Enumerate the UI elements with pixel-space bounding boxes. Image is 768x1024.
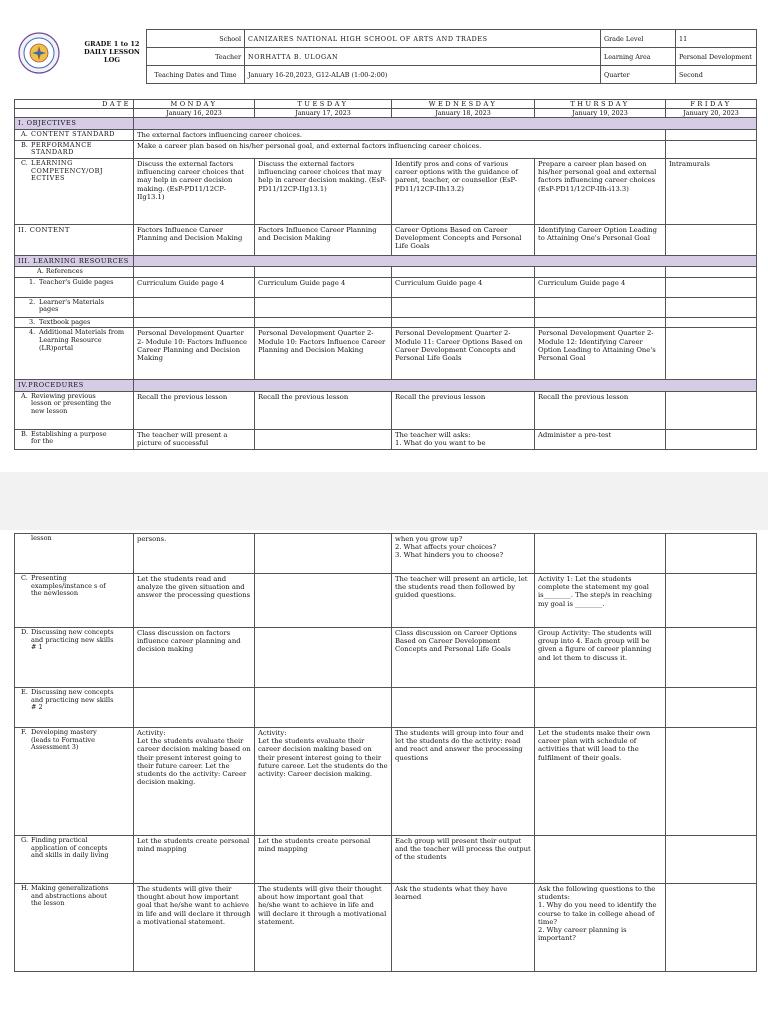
teaching-dates: January 16-20,2023, G12-ALAB (1:00-2:00) <box>245 66 601 84</box>
generalizations-thursday: Ask the following questions to the students: 1. Why do you need to identify the course to take in college ahead of time? 2. Why career planning is important? <box>535 884 666 972</box>
teachers-guide-tuesday: Curriculum Guide page 4 <box>255 277 392 297</box>
row-label-content-standard: A. CONTENT STANDARD <box>15 129 134 140</box>
application-tuesday: Let the students create personal mind mapping <box>255 836 392 884</box>
row-label-learning-competency: C. LEARNING COMPETENCY/OBJ ECTIVES <box>15 159 134 225</box>
mastery-friday <box>666 728 757 836</box>
dll-table-page-1 <box>14 99 757 450</box>
reviewing-friday <box>666 391 757 429</box>
date-wednesday: January 18, 2023 <box>392 109 535 118</box>
discussing-1-thursday: Group Activity: The students will group into 4. Each group will be given a figure of career planning and let them to discuss it. <box>535 628 666 688</box>
purpose-thursday-cont <box>535 534 666 574</box>
dll-table-page-2 <box>14 533 757 972</box>
lesson-log-title: GRADE 1 to 12 DAILY LESSON LOG <box>84 40 140 64</box>
row-label-additional-materials: 4. Additional Materials from Learning Resource (LR)portal <box>15 328 134 380</box>
examples-tuesday <box>255 574 392 628</box>
performance-standard: Make a career plan based on his/her personal goal, and external factors influencing career choices. <box>134 140 666 158</box>
row-label-performance-standard: B. PERFORMANCE STANDARD <box>15 140 134 158</box>
grade-level-label: Grade Level <box>601 30 676 48</box>
examples-monday: Let the students read and analyze the given situation and answer the processing questions <box>134 574 255 628</box>
examples-friday <box>666 574 757 628</box>
examples-wednesday: The teacher will present an article, let the students read then followed by guided questions. <box>392 574 535 628</box>
row-label-textbook: 3. Textbook pages <box>15 317 134 328</box>
school-name: CANIZARES NATIONAL HIGH SCHOOL OF ARTS AND TRADES <box>245 30 601 48</box>
row-label-teachers-guide: 1. Teacher's Guide pages <box>15 277 134 297</box>
materials-wednesday: Personal Development Quarter 2- Module 11: Career Options Based on Career Development Concepts and Personal Life Goals <box>392 328 535 380</box>
purpose-wednesday: The teacher will asks: 1. What do you want to be <box>392 429 535 449</box>
purpose-tuesday <box>255 429 392 449</box>
content-thursday: Identifying Career Option Leading to Attaining One's Personal Goal <box>535 225 666 256</box>
mastery-thursday: Let the students make their own career plan with schedule of activities that will lead to the fulfilment of their goals. <box>535 728 666 836</box>
row-label-discussing-2: E. Discussing new concepts and practicing new skills # 2 <box>15 688 134 728</box>
teachers-guide-friday <box>666 277 757 297</box>
mastery-tuesday: Activity: Let the students evaluate their career decision making based on their present interest going to their future career. Let the students do the activity: Career decision making. <box>255 728 392 836</box>
section-content: II. CONTENT <box>15 225 134 256</box>
info-table <box>146 29 757 84</box>
discussing-1-monday: Class discussion on factors influence career planning and decision making <box>134 628 255 688</box>
application-monday: Let the students create personal mind mapping <box>134 836 255 884</box>
competency-thursday: Prepare a career plan based on his/her personal goal and external factors influencing career choices (EsP-PD11/12CP-IIh-i13.3) <box>535 159 666 225</box>
school-label: School <box>147 30 245 48</box>
learning-area: Personal Development <box>676 48 757 66</box>
purpose-monday: The teacher will present a picture of successful <box>134 429 255 449</box>
application-friday <box>666 836 757 884</box>
purpose-tuesday-cont <box>255 534 392 574</box>
teacher-label: Teacher <box>147 48 245 66</box>
generalizations-tuesday: The students will give their thought about how important goal that he/she want to achieve in life and will declare it through a motivational statement. <box>255 884 392 972</box>
competency-tuesday: Discuss the external factors influencing career choices that may help in career decision making. (EsP-PD11/12CP-IIg13.1) <box>255 159 392 225</box>
purpose-friday-cont <box>666 534 757 574</box>
discussing-1-friday <box>666 628 757 688</box>
section-learning-resources: III. LEARNING RESOURCES <box>15 256 134 267</box>
date-tuesday: January 17, 2023 <box>255 109 392 118</box>
application-wednesday: Each group will present their output and the teacher will process the output of the students <box>392 836 535 884</box>
content-monday: Factors Influence Career Planning and Decision Making <box>134 225 255 256</box>
date-friday: January 20, 2023 <box>666 109 757 118</box>
reviewing-monday: Recall the previous lesson <box>134 391 255 429</box>
row-label-developing-mastery: F. Developing mastery (leads to Formative Assessment 3) <box>15 728 134 836</box>
learning-area-label: Learning Area <box>601 48 676 66</box>
deped-seal-icon <box>18 32 60 74</box>
row-label-reviewing: A. Reviewing previous lesson or presenting the new lesson <box>15 391 134 429</box>
teachers-guide-monday: Curriculum Guide page 4 <box>134 277 255 297</box>
competency-friday: Intramurals <box>666 159 757 225</box>
grade-level: 11 <box>676 30 757 48</box>
row-label-learners-materials: 2. Learner's Materials pages <box>15 297 134 317</box>
day-friday: FRIDAY <box>666 100 757 109</box>
quarter: Second <box>676 66 757 84</box>
row-label-establishing-purpose-cont: lesson <box>15 534 134 574</box>
materials-tuesday: Personal Development Quarter 2- Module 10: Factors Influence Career Planning and Decision Making <box>255 328 392 380</box>
day-tuesday: TUESDAY <box>255 100 392 109</box>
date-thursday: January 19, 2023 <box>535 109 666 118</box>
materials-friday <box>666 328 757 380</box>
discussing-1-wednesday: Class discussion on Career Options Based on Career Development Concepts and Personal Life Goals <box>392 628 535 688</box>
content-friday <box>666 225 757 256</box>
purpose-wednesday-cont: when you grow up? 2. What affects your choices? 3. What hinders you to choose? <box>392 534 535 574</box>
teacher-name: NORHATTA B. ULOGAN <box>245 48 601 66</box>
page-gap <box>0 472 768 530</box>
teaching-dates-label: Teaching Dates and Time <box>147 66 245 84</box>
day-monday: MONDAY <box>134 100 255 109</box>
quarter-label: Quarter <box>601 66 676 84</box>
discussing-1-tuesday <box>255 628 392 688</box>
materials-thursday: Personal Development Quarter 2- Module 12: Identifying Career Option Leading to Attaining One's Personal Goal <box>535 328 666 380</box>
purpose-monday-cont: persons. <box>134 534 255 574</box>
generalizations-monday: The students will give their thought about how important goal that he/she want to achieve in life and will declare it through a motivational statement. <box>134 884 255 972</box>
generalizations-wednesday: Ask the students what they have learned <box>392 884 535 972</box>
day-thursday: THURSDAY <box>535 100 666 109</box>
teachers-guide-wednesday: Curriculum Guide page 4 <box>392 277 535 297</box>
section-procedures: IV.PROCEDURES <box>15 380 134 391</box>
content-standard: The external factors influencing career choices. <box>134 129 666 140</box>
examples-thursday: Activity 1: Let the students complete the statement my goal is________. The step/s in reaching my goal is ________. <box>535 574 666 628</box>
section-objectives: I. OBJECTIVES <box>15 118 134 129</box>
purpose-friday <box>666 429 757 449</box>
purpose-thursday: Administer a pre-test <box>535 429 666 449</box>
competency-monday: Discuss the external factors influencing career choices that may help in career decision making. (EsP-PD11/12CP-IIg13.1) <box>134 159 255 225</box>
content-tuesday: Factors Influence Career Planning and Decision Making <box>255 225 392 256</box>
mastery-monday: Activity: Let the students evaluate their career decision making based on their present interest going to their future career. Let the students do the activity: Career decision making. <box>134 728 255 836</box>
teachers-guide-thursday: Curriculum Guide page 4 <box>535 277 666 297</box>
reviewing-wednesday: Recall the previous lesson <box>392 391 535 429</box>
date-label: DATE <box>15 100 134 109</box>
mastery-wednesday: The students will group into four and let the students do the activity: read and react and answer the processing questions <box>392 728 535 836</box>
row-label-discussing-1: D. Discussing new concepts and practicing new skills # 1 <box>15 628 134 688</box>
row-label-presenting-examples: C. Presenting examples/instance s of the newlesson <box>15 574 134 628</box>
reviewing-tuesday: Recall the previous lesson <box>255 391 392 429</box>
row-label-references: A. References <box>15 267 134 278</box>
generalizations-friday <box>666 884 757 972</box>
row-label-finding-application: G. Finding practical application of concepts and skills in daily living <box>15 836 134 884</box>
application-thursday <box>535 836 666 884</box>
content-wednesday: Career Options Based on Career Development Concepts and Personal Life Goals <box>392 225 535 256</box>
materials-monday: Personal Development Quarter 2- Module 10: Factors Influence Career Planning and Decision Making <box>134 328 255 380</box>
row-label-generalizations: H. Making generalizations and abstractions about the lesson <box>15 884 134 972</box>
competency-wednesday: Identify pros and cons of various career options with the guidance of parent, teacher, or counsellor (EsP-PD11/12CP-IIh13.2) <box>392 159 535 225</box>
day-wednesday: WEDNESDAY <box>392 100 535 109</box>
reviewing-thursday: Recall the previous lesson <box>535 391 666 429</box>
row-label-establishing-purpose: B. Establishing a purpose for the <box>15 429 134 449</box>
date-monday: January 16, 2023 <box>134 109 255 118</box>
